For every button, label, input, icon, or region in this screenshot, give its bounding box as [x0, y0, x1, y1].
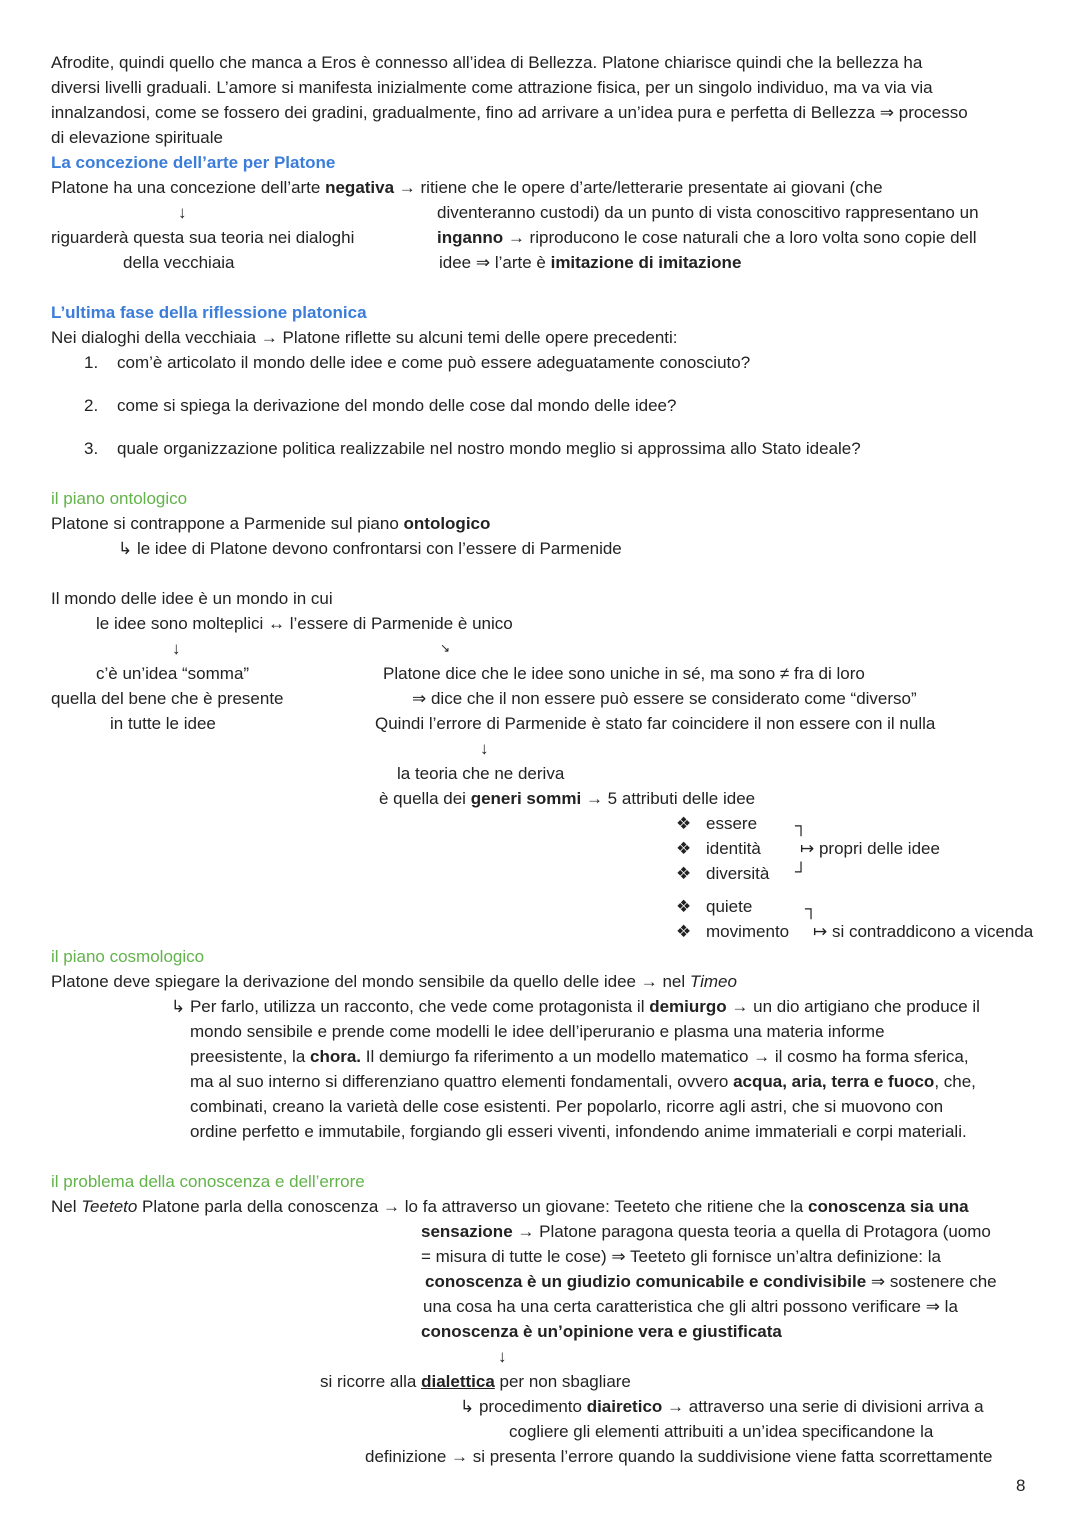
cosmologico-heading: il piano cosmologico — [51, 947, 205, 966]
attribute-item — [676, 811, 758, 836]
list-item — [84, 393, 677, 418]
list-text: come si spiega la derivazione del mondo delle cose dal mondo delle idee? — [117, 396, 677, 415]
ontologico-right-4: la teoria che ne deriva — [397, 764, 565, 783]
bullet-icon: ❖ — [676, 814, 692, 833]
bullet-icon: ❖ — [676, 897, 692, 916]
ultima-intro: Nei dialoghi della vecchiaia → Platone riflette su alcuni temi delle opere precedenti: — [51, 328, 678, 347]
cosmologico-line-3: mondo sensibile e prende come modelli le idee dell’iperuranio e plasma una materia informe — [190, 1022, 885, 1041]
list-item — [84, 436, 861, 461]
conoscenza-heading: il problema della conoscenza e dell’errore — [51, 1172, 365, 1191]
conoscenza-line-8: ↳ procedimento diairetico → attraverso una serie di divisioni arriva a — [460, 1397, 984, 1416]
ontologico-left-2: quella del bene che è presente — [51, 689, 284, 708]
list-number: 3. — [84, 439, 99, 458]
group-label-contradict: ↦ si contraddicono a vicenda — [813, 922, 1034, 941]
cosmologico-line-7: ordine perfetto e immutabile, forgiando gli esseri viventi, infondendo anime immateriali e corpi materiali. — [190, 1122, 967, 1141]
arrow-diagonal: ↘ — [440, 641, 451, 655]
bullet-icon: ❖ — [676, 922, 692, 941]
attribute-item — [676, 836, 761, 861]
arte-line-1: Platone ha una concezione dell’arte negativa → ritiene che le opere d’arte/letterarie presentate ai giovani (che — [51, 178, 883, 197]
cosmologico-line-2: ↳ Per farlo, utilizza un racconto, che vede come protagonista il demiurgo → un dio artigiano che produce il — [171, 997, 980, 1016]
conoscenza-line-5: una cosa ha una certa caratteristica che gli altri possono verificare ⇒ la — [423, 1297, 958, 1316]
intro-line-2: diversi livelli graduali. L’amore si manifesta inizialmente come attrazione fisica, per un singolo individuo, ma va via via — [51, 78, 933, 97]
bullet-icon: ❖ — [676, 864, 692, 883]
ontologico-line-4: le idee sono molteplici ↔ l’essere di Parmenide è unico — [96, 614, 513, 633]
bracket-bottom-icon: ┘ — [795, 862, 808, 881]
ontologico-heading: il piano ontologico — [51, 489, 188, 508]
ontologico-line-3: Il mondo delle idee è un mondo in cui — [51, 589, 333, 608]
cosmologico-line-4: preesistente, la chora. Il demiurgo fa riferimento a un modello matematico → il cosmo ha forma sferica, — [190, 1047, 969, 1066]
list-text: quale organizzazione politica realizzabile nel nostro mondo meglio si approssima allo Stato ideale? — [117, 439, 861, 458]
attribute-label: movimento — [706, 922, 790, 941]
arte-heading: La concezione dell’arte per Platone — [51, 153, 336, 172]
arte-line-2: diventeranno custodi) da un punto di vista conoscitivo rappresentano un — [437, 203, 979, 222]
group-label-proper: ↦ propri delle idee — [800, 839, 940, 858]
arrow-down: ↓ — [172, 639, 181, 658]
list-number: 1. — [84, 353, 99, 372]
conoscenza-line-4: conoscenza è un giudizio comunicabile e condivisibile ⇒ sostenere che — [425, 1272, 997, 1291]
cosmologico-line-6: combinati, creano la varietà delle cose esistenti. Per popolarlo, ricorre agli astri, che si muovono con — [190, 1097, 944, 1116]
intro-line-4: di elevazione spirituale — [51, 128, 223, 147]
conoscenza-line-1: Nel Teeteto Platone parla della conoscenza → lo fa attraverso un giovane: Teeteto che ritiene che la conoscenza sia una — [51, 1197, 969, 1216]
ontologico-left-1: c’è un’idea “somma” — [96, 664, 250, 683]
conoscenza-line-2: sensazione → Platone paragona questa teoria a quella di Protagora (uomo — [421, 1222, 991, 1241]
page-number: 8 — [1016, 1476, 1026, 1495]
arrow-down: ↓ — [480, 739, 489, 758]
ontologico-line-2: ↳ le idee di Platone devono confrontarsi con l’essere di Parmenide — [118, 539, 622, 558]
attribute-label: identità — [706, 839, 761, 858]
ontologico-line-1: Platone si contrappone a Parmenide sul piano ontologico — [51, 514, 491, 533]
list-number: 2. — [84, 396, 99, 415]
ontologico-right-1: Platone dice che le idee sono uniche in sé, ma sono ≠ fra di loro — [383, 664, 865, 683]
attribute-label: essere — [706, 814, 758, 833]
intro-line-3: innalzandosi, come se fossero dei gradini, gradualmente, fino ad arrivare a un’idea pura e perfetta di Bellezza ⇒ processo — [51, 103, 968, 122]
arte-left-2: della vecchiaia — [123, 253, 235, 272]
list-item — [84, 350, 751, 375]
conoscenza-line-7: si ricorre alla dialettica per non sbagliare — [320, 1372, 631, 1391]
conoscenza-line-10: definizione → si presenta l’errore quando la suddivisione viene fatta scorrettamente — [365, 1447, 993, 1466]
conoscenza-line-9: cogliere gli elementi attribuiti a un’idea specificandone la — [509, 1422, 934, 1441]
arte-arrow-down: ↓ — [178, 203, 187, 222]
ontologico-right-5: è quella dei generi sommi → 5 attributi delle idee — [379, 789, 756, 808]
ontologico-right-3: Quindi l’errore di Parmenide è stato far coincidere il non essere con il nulla — [375, 714, 936, 733]
attribute-label: diversità — [706, 864, 770, 883]
arte-line-4: idee ⇒ l’arte è imitazione di imitazione — [439, 253, 742, 272]
ontologico-right-2: ⇒ dice che il non essere può essere se considerato come “diverso” — [412, 689, 917, 708]
arte-line-3: inganno → riproducono le cose naturali che a loro volta sono copie dell — [437, 228, 977, 247]
ontologico-left-3: in tutte le idee — [110, 714, 216, 733]
arte-left-1: riguarderà questa sua teoria nei dialoghi — [51, 228, 355, 247]
attribute-item — [676, 894, 753, 919]
cosmologico-line-1: Platone deve spiegare la derivazione del mondo sensibile da quello delle idee → nel Timeo — [51, 972, 737, 991]
conoscenza-line-6: conoscenza è un’opinione vera e giustificata — [421, 1322, 782, 1341]
bracket-top-icon: ┐ — [795, 816, 808, 835]
bullet-icon: ❖ — [676, 839, 692, 858]
arrow-down: ↓ — [498, 1347, 507, 1366]
ultima-heading: L’ultima fase della riflessione platonica — [51, 303, 367, 322]
intro-line-1: Afrodite, quindi quello che manca a Eros è connesso all’idea di Bellezza. Platone chiarisce quindi che la bellezza ha — [51, 53, 923, 72]
attribute-item — [676, 919, 790, 944]
attribute-label: quiete — [706, 897, 753, 916]
conoscenza-line-3: = misura di tutte le cose) ⇒ Teeteto gli fornisce un’altra definizione: la — [421, 1247, 941, 1266]
cosmologico-line-5: ma al suo interno si differenziano quattro elementi fondamentali, ovvero acqua, aria, terra e fuoco, che, — [190, 1072, 976, 1091]
list-text: com’è articolato il mondo delle idee e come può essere adeguatamente conosciuto? — [117, 353, 751, 372]
attribute-item — [676, 861, 770, 886]
bracket-top-icon: ┐ — [805, 899, 818, 918]
